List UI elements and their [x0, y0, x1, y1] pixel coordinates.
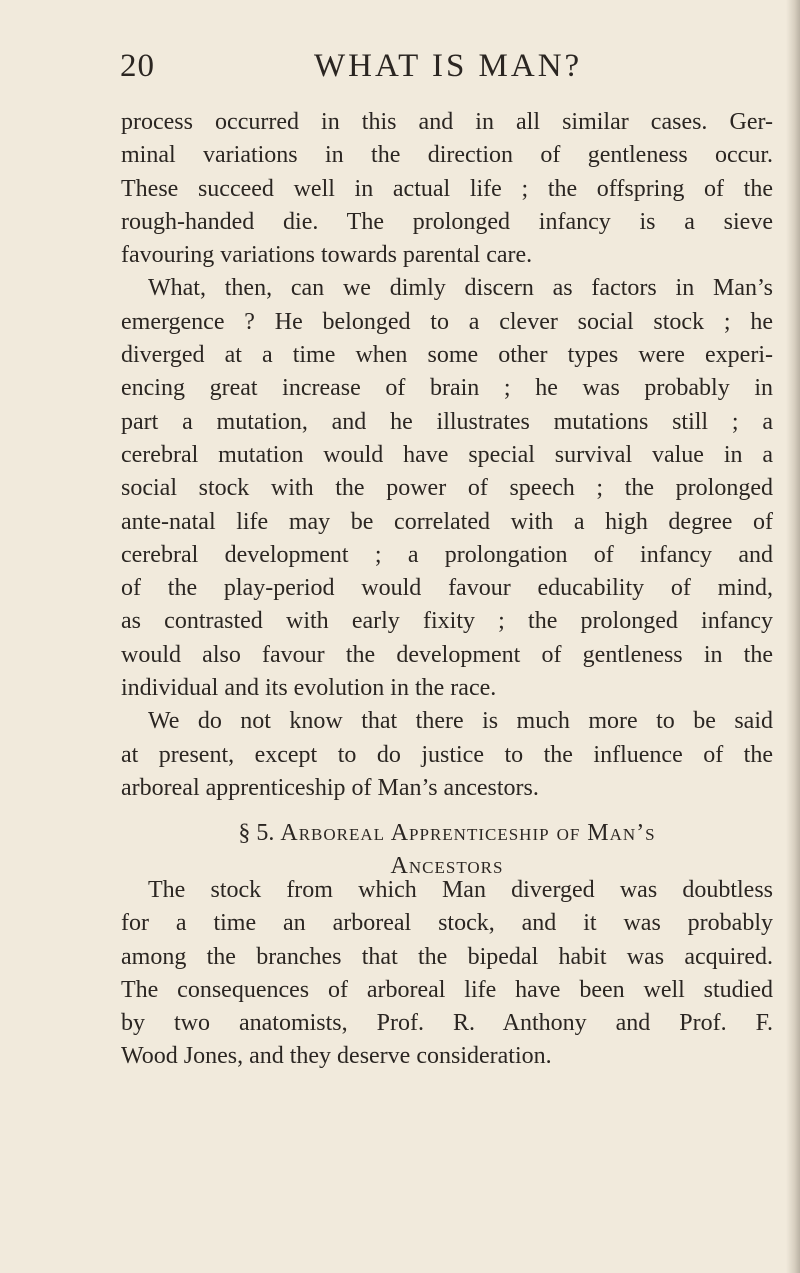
text-line: These succeed well in actual life ; the offspring of the: [121, 175, 773, 202]
text-line: process occurred in this and in all similar cases. Ger-: [121, 109, 773, 135]
text-line: part a mutation, and he illustrates mutations still ; a: [121, 408, 773, 435]
text-line: arboreal apprenticeship of Man’s ancestors.: [121, 774, 539, 801]
text-line: Wood Jones, and they deserve consideration.: [121, 1043, 552, 1070]
text-line: The consequences of arboreal life have been well studied: [121, 976, 773, 1003]
text-line: We do not know that there is much more to be said: [148, 708, 773, 735]
page-header: [0, 48, 800, 98]
section-body-text: [121, 874, 773, 1074]
text-line: by two anatomists, Prof. R. Anthony and Prof. F.: [121, 1010, 773, 1037]
text-line: for a time an arboreal stock, and it was probably: [121, 910, 773, 937]
text-line: at present, except to do justice to the influence of the: [121, 741, 773, 768]
text-line: emergence ? He belonged to a clever social stock ; he: [121, 308, 773, 335]
section-number: § 5.: [238, 820, 275, 846]
section-heading-line-1: [121, 817, 773, 850]
text-line: encing great increase of brain ; he was probably in: [121, 375, 773, 402]
text-line: rough-handed die. The prolonged infancy is a sieve: [121, 208, 773, 235]
text-line: cerebral development ; a prolongation of infancy and: [121, 541, 773, 568]
text-line: individual and its evolution in the race.: [121, 675, 497, 702]
text-line: diverged at a time when some other types were experi-: [121, 342, 773, 369]
text-line: as contrasted with early fixity ; the prolonged infancy: [121, 608, 773, 635]
text-line: cerebral mutation would have special survival value in a: [121, 441, 773, 468]
text-line: favouring variations towards parental care.: [121, 242, 533, 269]
text-line: among the branches that the bipedal habit was acquired.: [121, 943, 773, 970]
section-title-continued: Ancestors: [390, 853, 504, 879]
page-edge-shadow: [786, 0, 800, 1273]
section-title: Arboreal Apprenticeship of Man’s: [280, 820, 656, 846]
text-line: social stock with the power of speech ; the prolonged: [121, 475, 773, 502]
text-line: ante-natal life may be correlated with a high degree of: [121, 508, 773, 535]
text-line: of the play-period would favour educability of mind,: [121, 575, 773, 602]
text-line: minal variations in the direction of gentleness occur.: [121, 142, 773, 169]
text-line: What, then, can we dimly discern as factors in Man’s: [148, 275, 773, 302]
text-line: The stock from which Man diverged was doubtless: [148, 877, 773, 903]
running-head: WHAT IS MAN?: [314, 48, 583, 84]
page-number: 20: [120, 48, 155, 84]
text-line: would also favour the development of gentleness in the: [121, 641, 773, 668]
body-text: [121, 106, 773, 805]
